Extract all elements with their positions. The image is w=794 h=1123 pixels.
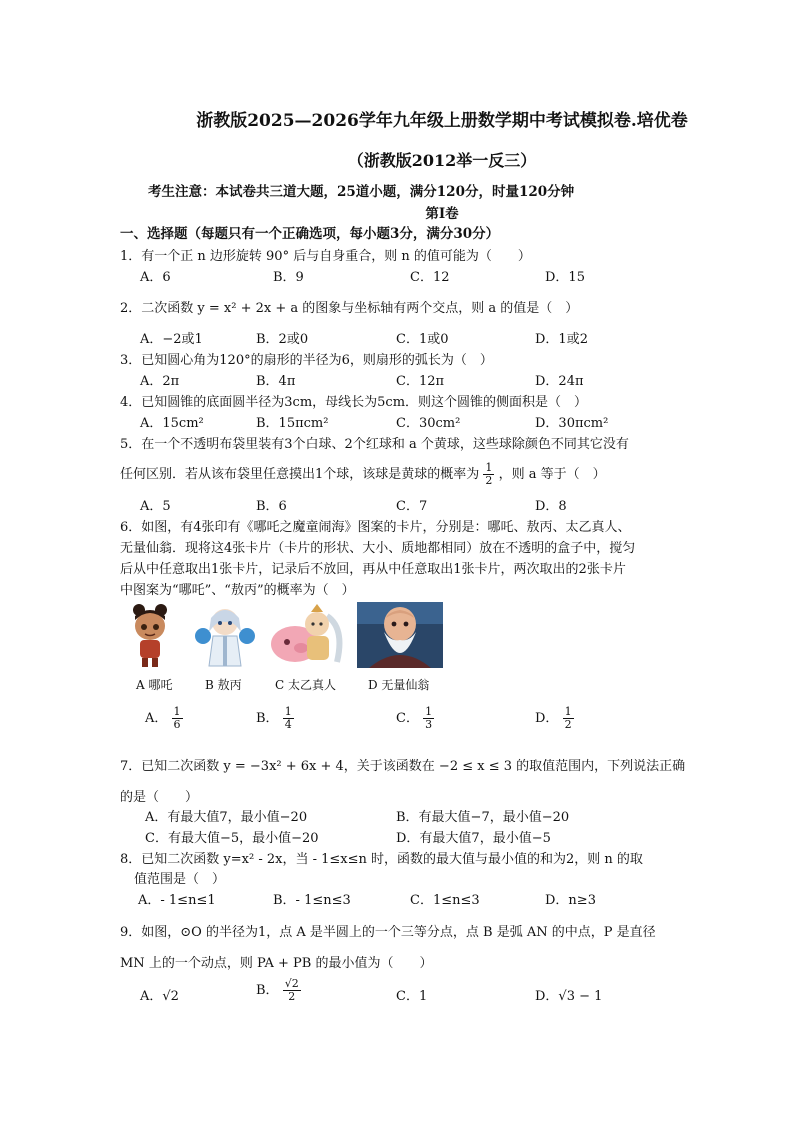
q2-option-b: B．2或0 <box>256 332 309 347</box>
q7-option-b: B．有最大值−7，最小值−20 <box>396 810 570 825</box>
q6-caption-a: A 哪吒 <box>136 678 173 692</box>
q9-option-c: C．1 <box>396 989 428 1004</box>
q1-stem: 1．有一个正 n 边形旋转 90° 后与自身重合，则 n 的值可能为（ ） <box>120 249 531 264</box>
q8-option-a: A．- 1≤n≤1 <box>138 893 216 908</box>
q7-stem-line2: 的是（ ） <box>120 790 199 805</box>
option-fraction <box>423 706 434 731</box>
q9-stem-line1: 9．如图，⊙O 的半径为1，点 A 是半圆上的一个三等分点，点 B 是弧 AN 的中点，P 是直径 <box>120 925 656 940</box>
wuliang-card-image <box>357 602 443 668</box>
option-fraction <box>172 706 183 731</box>
q6-caption-d: D 无量仙翁 <box>368 678 430 692</box>
q9-option-b <box>256 978 301 1003</box>
q5-option-a: A．5 <box>140 499 171 514</box>
q5-probability-fraction <box>483 462 494 487</box>
fraction-numerator: 1 <box>284 705 292 718</box>
fraction-numerator: 1 <box>173 705 181 718</box>
q8-option-d: D．n≥3 <box>545 893 596 908</box>
q2-option-d: D．1或2 <box>535 332 588 347</box>
option-label: D． <box>535 711 559 726</box>
q1-option-b: B．9 <box>273 270 304 285</box>
q6-stem-line1: 6．如图，有4张印有《哪吒之魔童闹海》图案的卡片，分别是：哪吒、敖丙、太乙真人、 <box>120 520 631 535</box>
volume-label: 第Ⅰ卷 <box>425 206 459 222</box>
q5-stem-line2 <box>120 462 606 487</box>
q3-option-b: B．4π <box>256 374 296 389</box>
q6-caption-c: C 太乙真人 <box>275 678 336 692</box>
q6-stem-line2: 无量仙翁．现将这4张卡片（卡片的形状、大小、质地都相同）放在不透明的盒子中，搅匀 <box>120 541 636 556</box>
q9-option-d: D．√3 − 1 <box>535 989 603 1004</box>
fraction-denominator: 2 <box>564 718 572 731</box>
option-fraction <box>283 978 301 1003</box>
nezha-card-image <box>125 602 175 668</box>
q3-stem: 3．已知圆心角为120°的扇形的半径为6，则扇形的弧长为（ ） <box>120 353 493 368</box>
q7-option-d: D．有最大值7，最小值−5 <box>396 831 551 846</box>
q8-stem-line1: 8．已知二次函数 y=x² - 2x，当 - 1≤x≤n 时，函数的最大值与最小值的和为2，则 n 的取 <box>120 852 643 867</box>
q8-stem-line2: 值范围是（ ） <box>134 872 226 887</box>
q1-option-d: D．15 <box>545 270 585 285</box>
q6-stem-line3: 后从中任意取出1张卡片，记录后不放回，再从中任意取出1张卡片，两次取出的2张卡片 <box>120 562 626 577</box>
q6-option-a <box>145 706 183 731</box>
option-label: B． <box>256 711 279 726</box>
q6-caption-b: B 敖丙 <box>205 678 242 692</box>
fraction-numerator: 1 <box>564 705 572 718</box>
aobing-card-image <box>193 602 257 668</box>
option-label: A． <box>145 711 168 726</box>
q3-option-a: A．2π <box>140 374 180 389</box>
q6-stem-line4: 中图案为“哪吒”、“敖丙”的概率为（ ） <box>120 583 355 598</box>
q7-option-c: C．有最大值−5，最小值−20 <box>145 831 319 846</box>
q4-option-a: A．15cm² <box>140 416 204 431</box>
fraction-numerator: √2 <box>284 977 299 990</box>
exam-notice: 考生注意：本试卷共三道大题，25道小题，满分120分，时量120分钟 <box>148 184 575 200</box>
q5-stem-text-a: 任何区别．若从该布袋里任意摸出1个球，该球是黄球的概率为 <box>120 467 480 482</box>
q7-option-a: A．有最大值7，最小值−20 <box>145 810 308 825</box>
q5-stem-line1: 5．在一个不透明布袋里装有3个白球、2个红球和 a 个黄球，这些球除颜色不同其它没有 <box>120 437 629 452</box>
q8-option-c: C．1≤n≤3 <box>410 893 480 908</box>
q4-option-c: C．30cm² <box>396 416 461 431</box>
fraction-denominator: 4 <box>284 718 292 731</box>
option-label: C． <box>396 711 419 726</box>
section-title: 一、选择题（每题只有一个正确选项，每小题3分，满分30分） <box>120 226 500 242</box>
fraction-denominator: 3 <box>425 718 433 731</box>
q2-option-c: C．1或0 <box>396 332 449 347</box>
q6-option-b <box>256 706 294 731</box>
q5-option-c: C．7 <box>396 499 428 514</box>
exam-title: 浙教版2025—2026学年九年级上册数学期中考试模拟卷.培优卷 <box>196 111 688 131</box>
q4-stem: 4．已知圆锥的底面圆半径为3cm，母线长为5cm．则这个圆锥的侧面积是（ ） <box>120 395 588 410</box>
option-fraction <box>283 706 294 731</box>
q7-stem-line1: 7．已知二次函数 y = −3x² + 6x + 4，关于该函数在 −2 ≤ x ≤ 3 的取值范围内，下列说法正确 <box>120 759 686 774</box>
fraction-denominator: 2 <box>288 990 296 1003</box>
q6-option-c <box>396 706 434 731</box>
q3-option-d: D．24π <box>535 374 584 389</box>
fraction-numerator: 1 <box>425 705 433 718</box>
fraction-numerator: 1 <box>485 461 493 474</box>
taiyi-card-image <box>267 602 351 668</box>
q8-option-b: B．- 1≤n≤3 <box>273 893 351 908</box>
option-label: B． <box>256 983 279 998</box>
option-fraction <box>563 706 574 731</box>
q5-option-b: B．6 <box>256 499 287 514</box>
q4-option-d: D．30πcm² <box>535 416 609 431</box>
fraction-denominator: 2 <box>485 474 493 487</box>
q1-option-c: C．12 <box>410 270 450 285</box>
q5-stem-text-b: ，则 a 等于（ ） <box>498 467 606 482</box>
q5-option-d: D．8 <box>535 499 567 514</box>
q1-option-a: A．6 <box>140 270 171 285</box>
q6-option-d <box>535 706 574 731</box>
q3-option-c: C．12π <box>396 374 445 389</box>
q2-option-a: A．−2或1 <box>140 332 203 347</box>
q9-option-a: A．√2 <box>140 989 179 1004</box>
q4-option-b: B．15πcm² <box>256 416 329 431</box>
exam-subtitle: （浙教版2012举一反三） <box>347 151 537 170</box>
q2-stem: 2．二次函数 y = x² + 2x + a 的图象与坐标轴有两个交点，则 a 的值是（ ） <box>120 301 579 316</box>
q9-stem-line2: MN 上的一个动点，则 PA + PB 的最小值为（ ） <box>120 956 433 971</box>
fraction-denominator: 6 <box>173 718 181 731</box>
